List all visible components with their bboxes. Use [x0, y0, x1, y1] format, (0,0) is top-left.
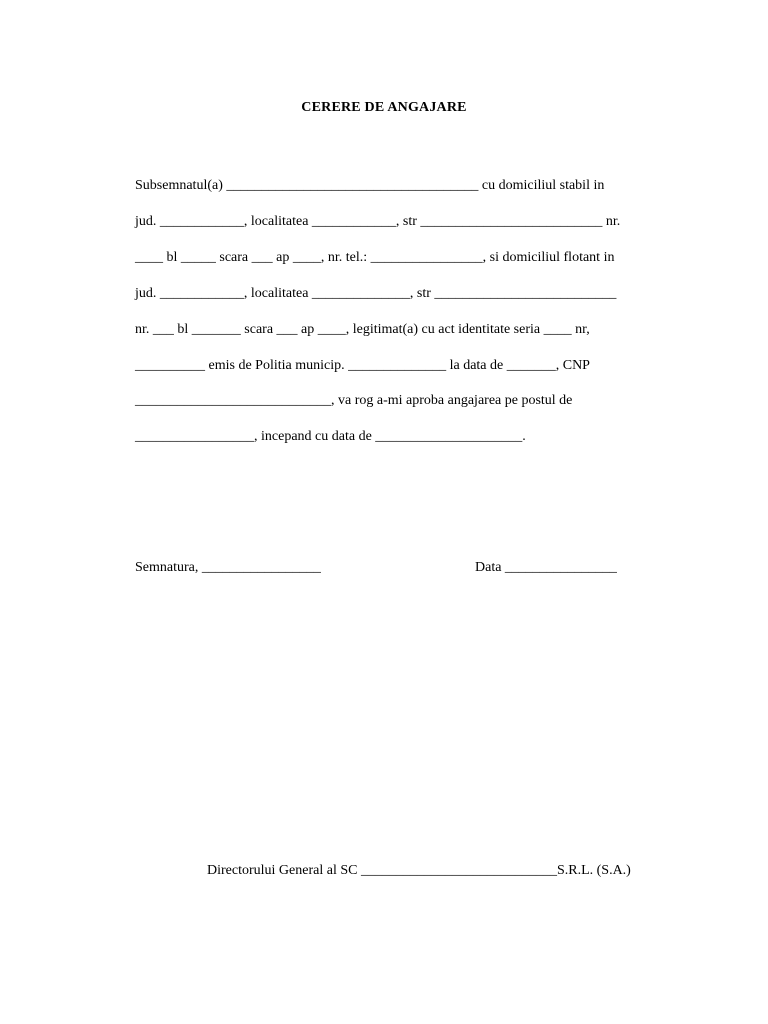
- body-line-3: ____ bl _____ scara ___ ap ____, nr. tel.: ________________, si domiciliul flotant in: [135, 250, 615, 265]
- body-line-8: _________________, incepand cu data de _____________________.: [135, 429, 526, 444]
- body-line-7: ____________________________, va rog a-mi aproba angajarea pe postul de: [135, 393, 573, 408]
- body-line-4: jud. ____________, localitatea ______________, str __________________________: [135, 286, 617, 301]
- body-line-6: __________ emis de Politia municip. ______________ la data de _______, CNP: [135, 358, 590, 373]
- body-line-5: nr. ___ bl _______ scara ___ ap ____, legitimat(a) cu act identitate seria ____ nr,: [135, 322, 590, 337]
- addressee-line: Directorului General al SC ____________________________S.R.L. (S.A.): [207, 863, 631, 878]
- body-line-2: jud. ____________, localitatea ____________, str __________________________ nr.: [135, 214, 621, 229]
- date-field: Data ________________: [475, 560, 617, 575]
- signature-field: Semnatura, _________________: [135, 560, 321, 575]
- body-line-1: Subsemnatul(a) ____________________________________ cu domiciliul stabil in: [135, 178, 605, 193]
- document-title: CERERE DE ANGAJARE: [301, 100, 467, 115]
